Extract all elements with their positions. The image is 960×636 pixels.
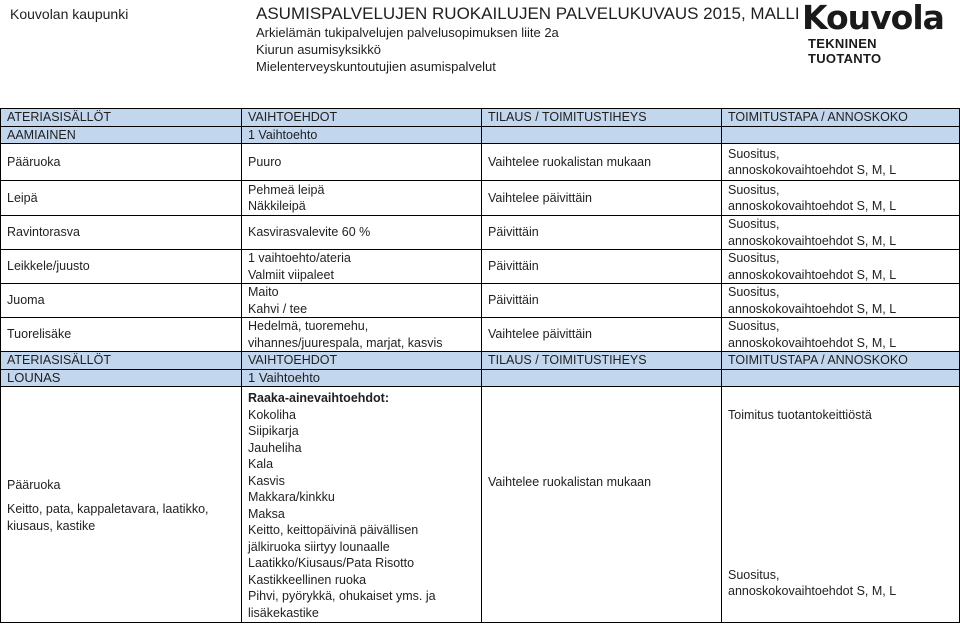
content-cell: Juoma bbox=[1, 284, 242, 318]
content-cell: Ravintorasva bbox=[1, 216, 242, 250]
document-title: ASUMISPALVELUJEN RUOKAILUJEN PALVELUKUVAUS 2015, MALLI bbox=[256, 4, 800, 23]
header-line: Arkielämän tukipalvelujen palvelusopimuksen liite 2a bbox=[256, 25, 559, 40]
header-line: Kiurun asumisyksikkö bbox=[256, 42, 381, 57]
meal-name: AAMIAINEN bbox=[1, 126, 242, 144]
frequency-cell: Päivittäin bbox=[482, 250, 722, 284]
meal-name: LOUNAS bbox=[1, 369, 242, 387]
column-header: TOIMITUSTAPA / ANNOSKOKO bbox=[722, 109, 960, 127]
choices-cell: Raaka-ainevaihtoehdot: Kokoliha Siipikarja Jauheliha Kala Kasvis Makkara/kinkku Maksa Keitto, keittopäivinä päivällisen jälkiruoka siirtyy lounaalle Laatikko/Kiusaus/Pata Risotto Kastikkeellinen ruoka Pihvi, pyörykkä, ohukaiset yms. ja lisäkekastike bbox=[242, 387, 482, 623]
content-cell: Tuorelisäke bbox=[1, 318, 242, 352]
delivery-cell: Suositus, annoskokovaihtoehdot S, M, L bbox=[722, 250, 960, 284]
document-header bbox=[256, 4, 800, 75]
meal-options: 1 Vaihtoehto bbox=[242, 369, 482, 387]
table-row bbox=[1, 181, 960, 216]
meal-header-row bbox=[1, 369, 960, 387]
table-row bbox=[1, 318, 960, 352]
content-cell: Leipä bbox=[1, 181, 242, 216]
frequency-cell: Vaihtelee päivittäin bbox=[482, 318, 722, 352]
meal-options: 1 Vaihtoehto bbox=[242, 126, 482, 144]
choices-cell: 1 vaihtoehto/ateria Valmiit viipaleet bbox=[242, 250, 482, 284]
choices-cell: Kasvirasvalevite 60 % bbox=[242, 216, 482, 250]
column-header: VAIHTOEHDOT bbox=[242, 352, 482, 370]
delivery-cell: Suositus, annoskokovaihtoehdot S, M, L bbox=[722, 144, 960, 181]
frequency-cell: Vaihtelee ruokalistan mukaan bbox=[482, 144, 722, 181]
choices-cell: Puuro bbox=[242, 144, 482, 181]
delivery-cell: Suositus, annoskokovaihtoehdot S, M, L bbox=[722, 181, 960, 216]
column-header: ATERIASISÄLLÖT bbox=[1, 352, 242, 370]
column-header: TOIMITUSTAPA / ANNOSKOKO bbox=[722, 352, 960, 370]
choices-cell: Pehmeä leipä Näkkileipä bbox=[242, 181, 482, 216]
frequency-cell: Vaihtelee päivittäin bbox=[482, 181, 722, 216]
table-row bbox=[1, 284, 960, 318]
column-header-row bbox=[1, 352, 960, 370]
table-row bbox=[1, 216, 960, 250]
column-header-row bbox=[1, 109, 960, 127]
logo-wordmark: Kouvola bbox=[802, 0, 944, 37]
table-row bbox=[1, 250, 960, 284]
column-header: TILAUS / TOIMITUSTIHEYS bbox=[482, 352, 722, 370]
column-header: TILAUS / TOIMITUSTIHEYS bbox=[482, 109, 722, 127]
service-description-table bbox=[0, 108, 960, 623]
delivery-cell: Toimitus tuotantokeittiöstä Suositus, annoskokovaihtoehdot S, M, L bbox=[722, 387, 960, 623]
delivery-cell: Suositus, annoskokovaihtoehdot S, M, L bbox=[722, 216, 960, 250]
meal-header-row bbox=[1, 126, 960, 144]
organization-name: Kouvolan kaupunki bbox=[10, 6, 129, 22]
column-header: ATERIASISÄLLÖT bbox=[1, 109, 242, 127]
table-row bbox=[1, 387, 960, 623]
header-line: Mielenterveyskuntoutujien asumispalvelut bbox=[256, 59, 496, 74]
frequency-cell: Päivittäin bbox=[482, 284, 722, 318]
content-cell: Pääruoka Keitto, pata, kappaletavara, laatikko, kiusaus, kastike bbox=[1, 387, 242, 623]
delivery-cell: Suositus, annoskokovaihtoehdot S, M, L bbox=[722, 318, 960, 352]
content-cell: Pääruoka bbox=[1, 144, 242, 181]
frequency-cell: Päivittäin bbox=[482, 216, 722, 250]
kouvola-logo bbox=[800, 0, 950, 66]
frequency-cell: Vaihtelee ruokalistan mukaan bbox=[482, 387, 722, 623]
logo-subtitle: TEKNINEN TUOTANTO bbox=[808, 36, 882, 66]
choices-cell: Maito Kahvi / tee bbox=[242, 284, 482, 318]
choices-cell: Hedelmä, tuoremehu, vihannes/juurespala, marjat, kasvis bbox=[242, 318, 482, 352]
content-cell: Leikkele/juusto bbox=[1, 250, 242, 284]
delivery-cell: Suositus, annoskokovaihtoehdot S, M, L bbox=[722, 284, 960, 318]
table-row bbox=[1, 144, 960, 181]
column-header: VAIHTOEHDOT bbox=[242, 109, 482, 127]
